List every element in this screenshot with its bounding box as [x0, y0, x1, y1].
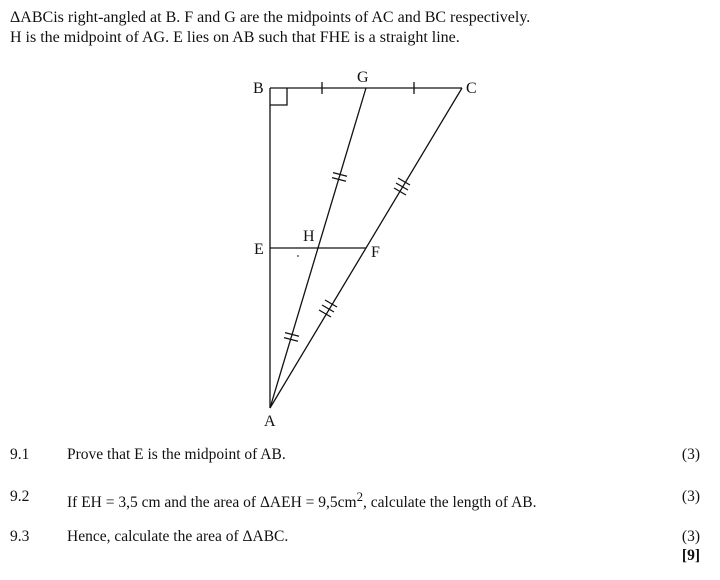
triple-tick-fa: [319, 300, 337, 317]
question-marks: (3): [681, 488, 700, 505]
problem-line-2: H is the midpoint of AG. E lies on AB such that FHE is a straight line.: [10, 29, 460, 46]
right-angle-marker: [270, 88, 287, 105]
question-9-2: [0, 486, 720, 512]
total-marks: [9]: [681, 547, 700, 564]
stray-dot: [297, 255, 299, 257]
question-9-1: [0, 444, 720, 466]
question-number: 9.1: [10, 446, 30, 463]
point-label-h: H: [303, 228, 315, 245]
triangle-abc-label: ΔABC: [10, 9, 54, 26]
point-label-e: E: [254, 241, 264, 258]
question-9-3: [0, 526, 720, 548]
question-text: [67, 486, 537, 514]
question-number: 9.2: [10, 488, 30, 505]
question-text: Prove that E is the midpoint of AB.: [67, 446, 286, 463]
question-number: 9.3: [10, 528, 30, 545]
point-label-f: F: [371, 244, 380, 261]
triple-tick-cf: [394, 178, 410, 195]
question-marks: (3): [681, 528, 700, 545]
question-text-pre: If EH = 3,5 cm and the area of ΔAEH = 9,5cm: [67, 494, 357, 512]
question-text: Hence, calculate the area of ΔABC.: [67, 528, 289, 545]
superscript: 2: [356, 489, 364, 504]
vertex-label-c: C: [466, 80, 477, 97]
question-text-post: , calculate the length of AB.: [363, 494, 537, 512]
vertex-label-a: A: [264, 413, 276, 430]
problem-line-1-text: is right-angled at B. F and G are the midpoints of AC and BC respectively.: [53, 9, 531, 26]
vertex-label-g: G: [357, 69, 369, 86]
vertex-label-b: B: [253, 80, 264, 97]
question-marks: (3): [681, 446, 700, 463]
